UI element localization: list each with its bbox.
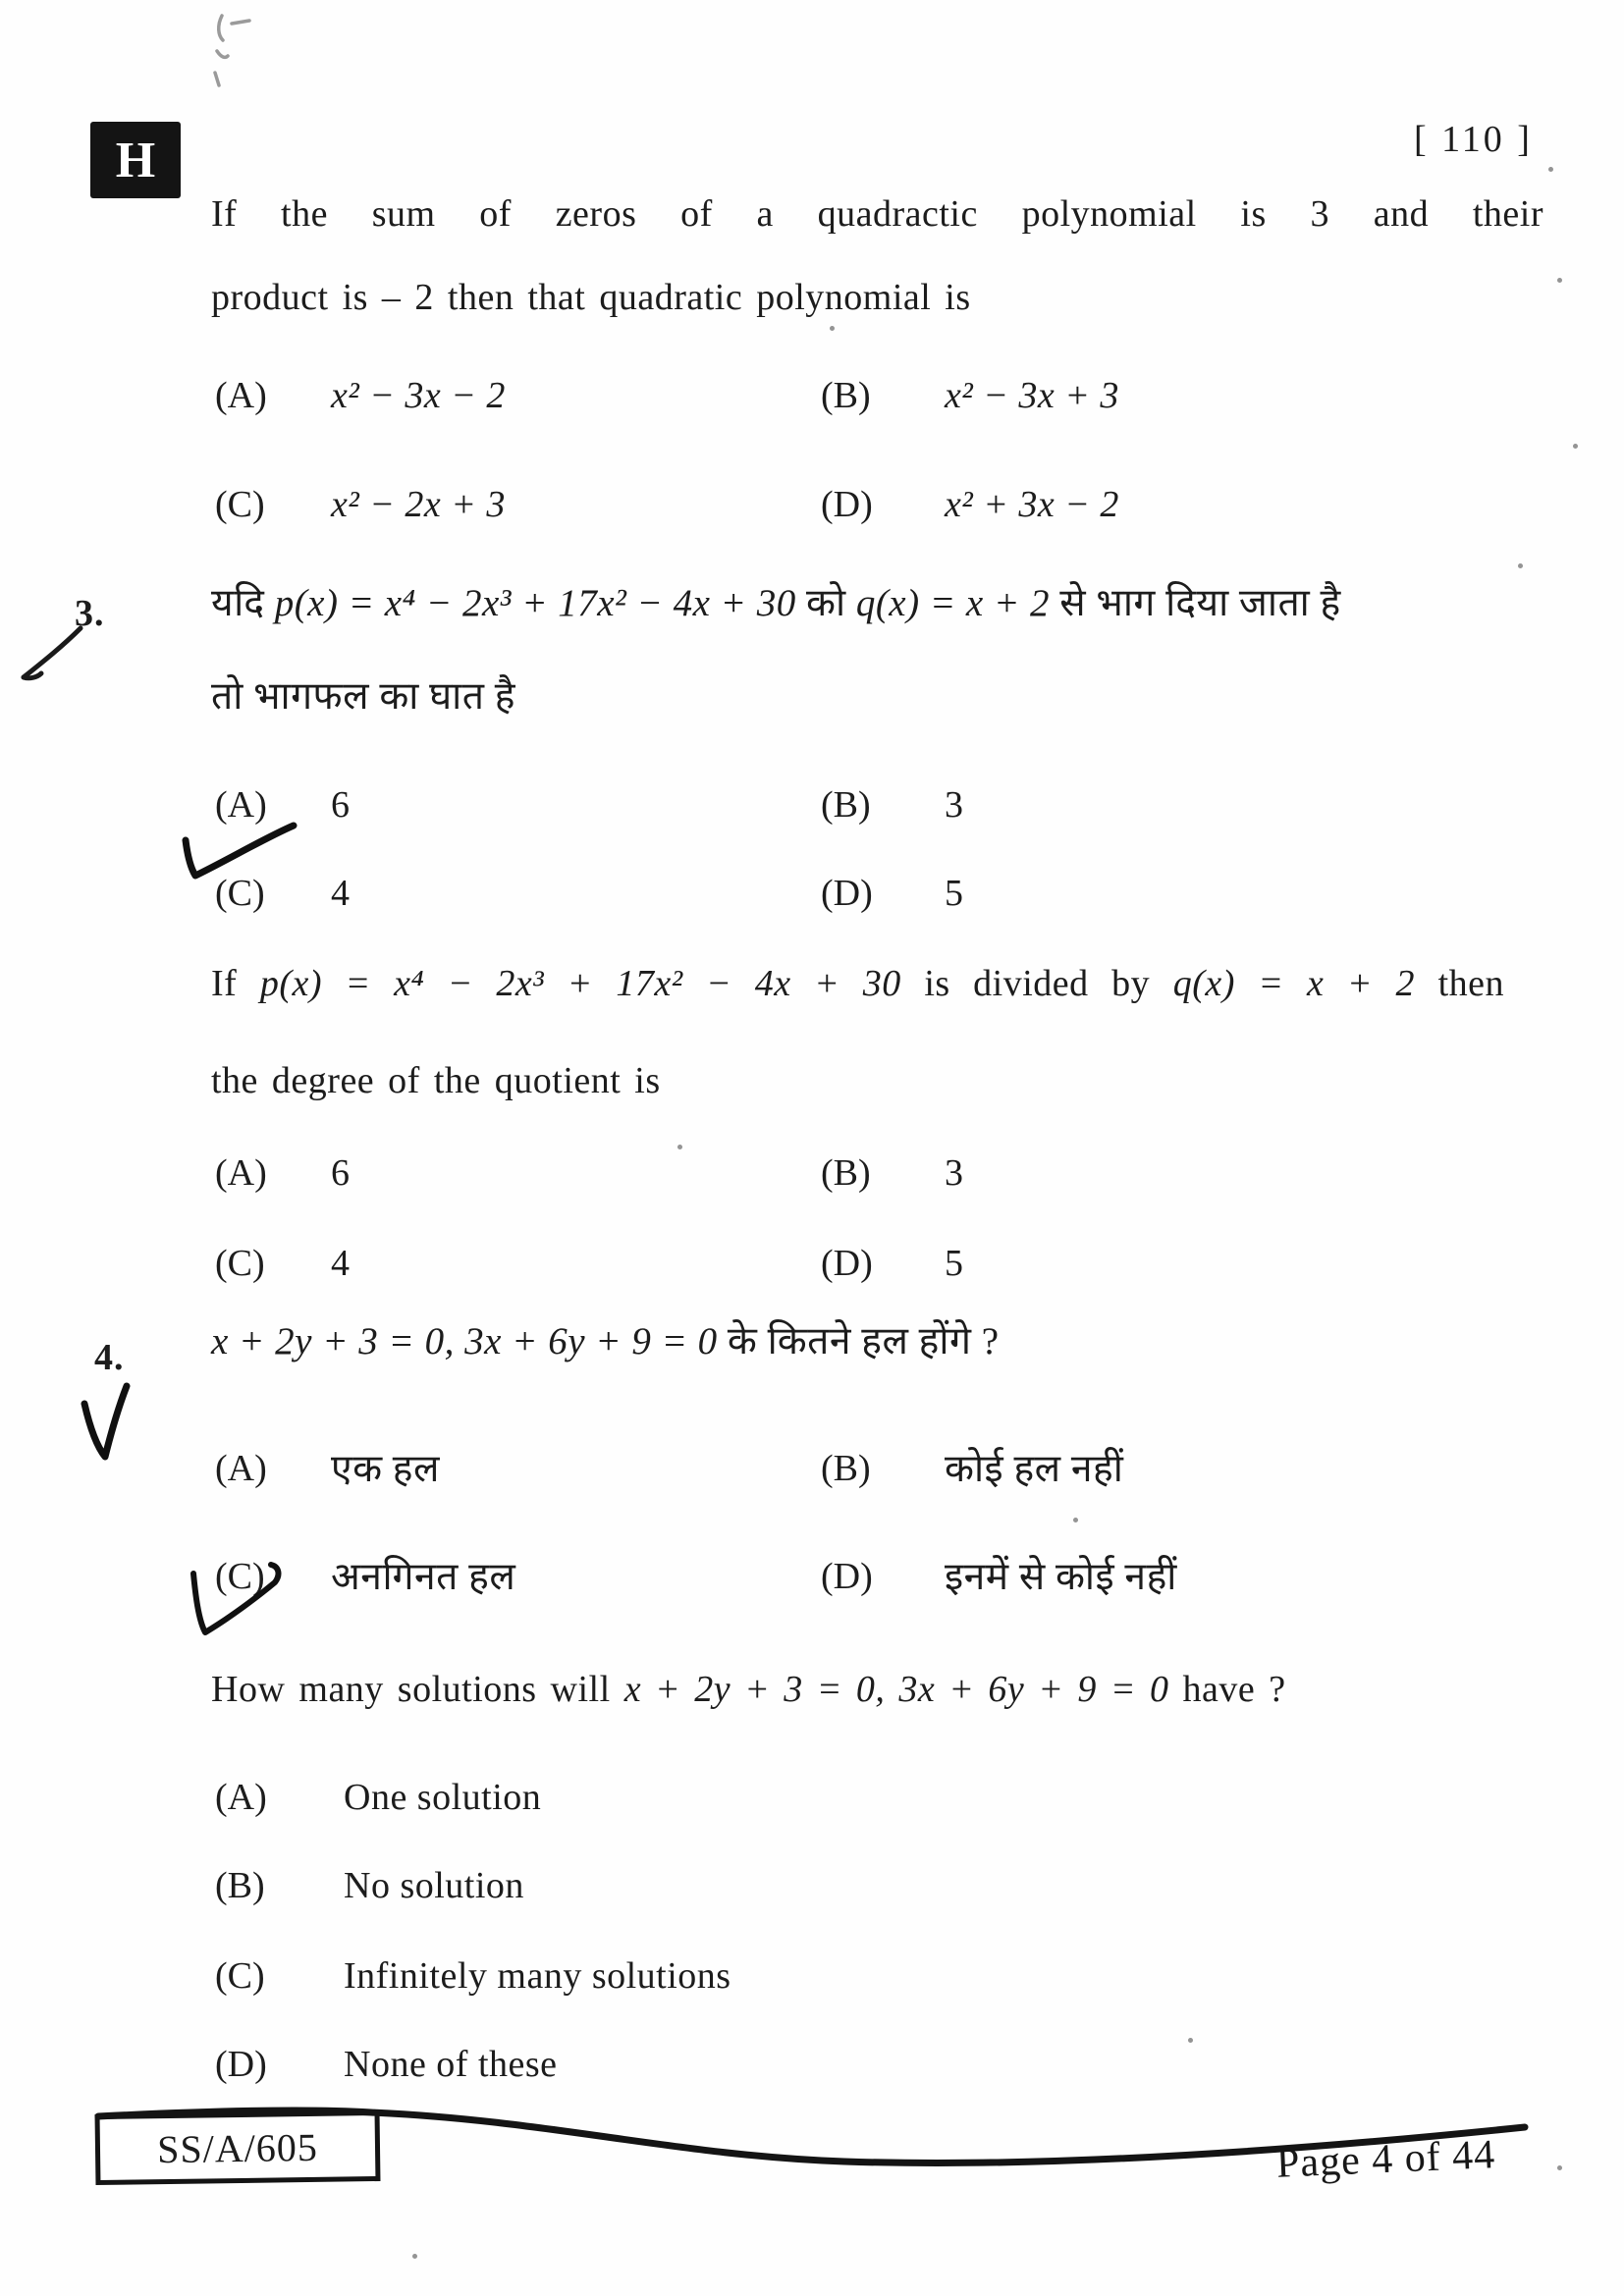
option-letter: (C) [215, 1955, 265, 1997]
option-value: Infinitely many solutions [344, 1955, 731, 1997]
page-ref-number: [ 110 ] [1414, 119, 1533, 160]
scan-speck [1557, 2165, 1562, 2170]
q3-english-option-B [821, 1150, 964, 1198]
option-letter: (A) [215, 1448, 267, 1489]
q2-option-D [821, 482, 1119, 529]
q2-stem-line2: product is – 2 then that quadratic polynomial is [211, 277, 971, 318]
option-value: 5 [945, 1243, 964, 1284]
q4-hindi-option-B [821, 1446, 1123, 1494]
q3-stem-hindi-line1 [211, 579, 1341, 629]
q3-english-option-A [215, 1150, 351, 1198]
q2-stem-line1-text: If the sum of zeros of a quadractic polynomial is 3 and their [211, 193, 1543, 235]
option-value: 5 [945, 873, 964, 914]
handwritten-tick-q4 [84, 1386, 127, 1457]
q3-hindi-option-D [821, 871, 964, 918]
q4-stem-hindi [211, 1317, 1000, 1367]
q3-hindi-option-A [215, 782, 351, 829]
q2-option-C [215, 482, 506, 529]
option-value: 6 [331, 1152, 351, 1194]
english-text: have ? [1182, 1669, 1286, 1710]
english-text: is divided by [924, 963, 1151, 1004]
english-text: How many solutions will [211, 1669, 611, 1710]
option-value: One solution [344, 1777, 542, 1818]
option-value: कोई हल नहीं [945, 1448, 1124, 1490]
hindi-text: यदि [211, 582, 265, 624]
option-letter: (B) [821, 1152, 871, 1194]
option-value: एक हल [331, 1448, 440, 1490]
math-expression: x + 2y + 3 = 0, 3x + 6y + 9 = 0 [623, 1669, 1169, 1710]
hindi-text: के कितने हल होंगे ? [727, 1320, 1000, 1362]
scan-speck [1548, 167, 1553, 172]
option-value: x² − 3x − 2 [331, 375, 506, 416]
option-letter: (B) [215, 1865, 265, 1906]
q2-option-A [215, 373, 506, 420]
scan-speck [412, 2254, 417, 2259]
scan-speck [830, 326, 835, 331]
english-text: If [211, 963, 238, 1004]
q2-stem-line1 [211, 190, 1543, 239]
q3-english-option-D [821, 1241, 964, 1288]
option-value: 3 [945, 1152, 964, 1194]
option-letter: (C) [215, 484, 265, 525]
q3-hindi-option-C [215, 871, 351, 918]
stray-pen-scribble [215, 16, 249, 85]
option-letter: (D) [215, 2044, 267, 2085]
math-expression: x + 2y + 3 = 0, 3x + 6y + 9 = 0 [211, 1320, 718, 1362]
hindi-text: से भाग दिया जाता है [1059, 582, 1341, 624]
q4-english-option-C [215, 1953, 731, 2001]
q4-english-option-D [215, 2042, 558, 2089]
q4-hindi-option-A [215, 1446, 440, 1494]
scan-speck [1188, 2038, 1193, 2043]
english-text: then [1437, 963, 1505, 1004]
scan-speck [1073, 1518, 1078, 1522]
q4-number: 4. [94, 1337, 125, 1378]
scan-speck [1518, 563, 1523, 568]
option-letter: (A) [215, 784, 267, 826]
option-value: x² − 2x + 3 [331, 484, 506, 525]
option-value: 4 [331, 873, 351, 914]
option-value: No solution [344, 1865, 524, 1906]
option-value: 3 [945, 784, 964, 826]
language-badge: H [90, 122, 181, 198]
option-letter: (A) [215, 375, 267, 416]
option-value: x² + 3x − 2 [945, 484, 1119, 525]
q4-hindi-option-C [215, 1554, 515, 1602]
hindi-text: को [806, 582, 846, 624]
option-letter: (D) [821, 1243, 873, 1284]
handwritten-flourish-q3 [24, 628, 81, 678]
option-letter: (C) [215, 873, 265, 914]
option-value: अनगिनत हल [331, 1556, 516, 1598]
page-number: Page 4 of 44 [1275, 2132, 1497, 2187]
option-letter: (B) [821, 1448, 871, 1489]
q4-english-option-A [215, 1775, 541, 1822]
scan-speck [1573, 444, 1578, 449]
option-value: इनमें से कोई नहीं [945, 1556, 1177, 1598]
q3-english-option-C [215, 1241, 351, 1288]
math-expression: q(x) = x + 2 [1172, 963, 1416, 1004]
math-expression: p(x) = x⁴ − 2x³ + 17x² − 4x + 30 [259, 963, 901, 1004]
option-letter: (A) [215, 1152, 267, 1194]
option-letter: (A) [215, 1777, 267, 1818]
q3-number: 3. [75, 593, 105, 634]
paper-code: SS/A/605 [156, 2124, 319, 2171]
q4-stem-english [211, 1666, 1286, 1714]
q4-hindi-option-D [821, 1554, 1177, 1602]
math-expression: p(x) = x⁴ − 2x³ + 17x² − 4x + 30 [274, 582, 796, 624]
option-letter: (B) [821, 375, 871, 416]
option-value: 6 [331, 784, 351, 826]
q3-stem-english-line2: the degree of the quotient is [211, 1060, 661, 1101]
option-letter: (C) [215, 1243, 265, 1284]
paper-code-box [95, 2110, 381, 2185]
scan-speck [1557, 278, 1562, 283]
option-value: None of these [344, 2044, 558, 2085]
option-letter: (C) [215, 1556, 265, 1597]
q2-option-B [821, 373, 1119, 420]
option-letter: (B) [821, 784, 871, 826]
option-letter: (D) [821, 1556, 873, 1597]
q4-english-option-B [215, 1863, 524, 1910]
handwritten-tick-q3 [186, 826, 294, 876]
scan-speck [677, 1145, 682, 1149]
math-expression: q(x) = x + 2 [855, 582, 1051, 624]
q3-stem-hindi-line2: तो भागफल का घात है [211, 675, 515, 718]
option-letter: (D) [821, 873, 873, 914]
q3-stem-english-line1 [211, 960, 1504, 1008]
q3-hindi-option-B [821, 782, 964, 829]
option-value: 4 [331, 1243, 351, 1284]
option-letter: (D) [821, 484, 873, 525]
option-value: x² − 3x + 3 [945, 375, 1119, 416]
